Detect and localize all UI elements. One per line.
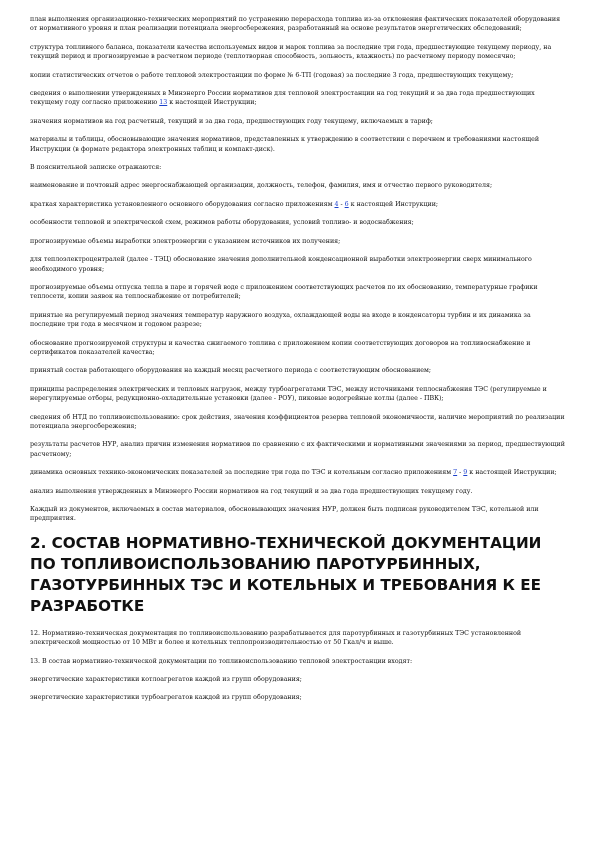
paragraph: принятые на регулируемый период значения температур наружного воздуха, охлаждающей воды на входе в конденсаторы турбин и их динамика за последние три года в месячном и годовом разрезе;	[30, 311, 531, 329]
paragraph: энергетические характеристики котлоагрегатов каждой из групп оборудования;	[30, 676, 302, 684]
appendix-link[interactable]: 7	[453, 469, 458, 477]
paragraph: наименование и почтовый адрес энергоснабжающей организации, должность, телефон, фамилия, имя и отчество первого руководителя;	[30, 182, 493, 190]
paragraph: прогнозируемые объемы отпуска тепла в паре и горячей воде с приложением соответствующих расчетов по их обоснованию, температурные графики теплосети, копии заявок на теплоснабжение от потребителей;	[30, 283, 538, 301]
paragraph: особенности тепловой и электрической схем, режимов работы оборудования, условий топливо- и водоснабжения;	[30, 219, 414, 227]
paragraph: значения нормативов на год расчетный, текущий и за два года, предшествующих году текущему, включаемых в тариф;	[30, 117, 433, 125]
appendix-link[interactable]: 6	[344, 200, 349, 208]
paragraph: план выполнения организационно-технических мероприятий по устранению перерасхода топлива из-за отклонения фактических показателей оборудования от нормативного уровня и план реализации потенциала энергосбережения, разработанный на основе результатов энергетических обследований;	[30, 16, 561, 33]
paragraph-with-link	[30, 89, 565, 108]
paragraph: энергетические характеристики турбоагрегатов каждой из групп оборудования;	[30, 694, 302, 702]
paragraph: принятый состав работающего оборудования на каждый месяц расчетного периода с соответствующим обоснованием;	[30, 367, 432, 375]
paragraph: результаты расчетов НУР, анализ причин изменения нормативов по сравнению с их фактическими и нормативными значениями за период, предшествующий расчетному;	[30, 441, 565, 458]
paragraph-text: сведения о выполнении утвержденных в Минэнерго России нормативов для тепловой электростанции на год текущий и за два года предшествующих текущему году согласно приложению 13 к настоящей Инструкции;	[30, 90, 535, 107]
paragraph: краткая характеристика установленного основного оборудования согласно приложениям 4 - 6 к настоящей Инструкции;	[30, 200, 439, 208]
appendix-link[interactable]: 13	[159, 99, 168, 107]
paragraph: обоснование прогнозируемой структуры и качества сжигаемого топлива с приложением копии соответствующих договоров на топливоснабжение и сертификатов показателей качества;	[30, 339, 531, 356]
paragraph: 13. В состав нормативно-технической документации по топливоиспользованию тепловой электростанции входят:	[30, 657, 413, 665]
paragraph: сведения об НТД по топливоиспользованию: срок действия, значения коэффициентов резерва тепловой экономичности, наличие мероприятий по реализации потенциала энергосбережения;	[30, 413, 565, 430]
paragraph: копии статистических отчетов о работе тепловой электростанции по форме № 6-ТП (годовая) за последние 3 года, предшествующих текущему;	[30, 71, 514, 79]
section-heading: 2. СОСТАВ НОРМАТИВНО-ТЕХНИЧЕСКОЙ ДОКУМЕНТАЦИИ ПО ТОПЛИВОИСПОЛЬЗОВАНИЮ ПАРОТУРБИННЫХ, ГАЗОТУРБИННЫХ ТЭС И КОТЕЛЬНЫХ И ТРЕБОВАНИЯ К ЕЕ РАЗРАБОТКЕ	[30, 533, 542, 615]
paragraph: динамика основных технико-экономических показателей за последние три года по ТЭС и котельным согласно приложениям 7 - 9 к настоящей Инструкции;	[30, 469, 557, 477]
paragraph: структура топливного баланса, показатели качества используемых видов и марок топлива за последние три года, предшествующие текущему периоду, на текущий период и прогнозируемые в расчетном периоде (теплотворная способность, зольность, влажность) по расчетному периоду помесячно;	[30, 43, 552, 61]
appendix-link[interactable]: 9	[463, 469, 468, 477]
paragraph: для теплоэлектроцентралей (далее - ТЭЦ) обоснование значения дополнительной конденсационной выработки электроэнергии сверх минимального необходимого уровня;	[30, 256, 532, 273]
paragraph: В пояснительной записке отражаются:	[30, 164, 162, 172]
paragraph: Каждый из документов, включаемых в состав материалов, обосновывающих значения НУР, должен быть подписан руководителем ТЭС, котельной или предприятия.	[30, 506, 539, 523]
paragraph: прогнозируемые объемы выработки электроэнергии с указанием источников их получения;	[30, 237, 341, 245]
paragraph: материалы и таблицы, обосновывающие значения нормативов, представленных к утверждению в соответствии с перечнем и требованиями настоящей Инструкции (в формате редактора электронных таблиц и компакт-диск).	[30, 136, 540, 153]
paragraph: 12. Нормативно-техническая документация по топливоиспользованию разрабатывается для паротурбинных и газотурбинных ТЭС установленной электрической мощностью от 10 МВт и более и котельных теплопроизводительностью от 50 Гкал/ч и выше.	[30, 629, 522, 647]
appendix-link[interactable]: 4	[334, 200, 339, 208]
paragraph: анализ выполнения утвержденных в Минэнерго России нормативов на год текущий и за два года предшествующих текущему году.	[30, 487, 473, 495]
paragraph: принципы распределения электрических и тепловых нагрузок, между турбоагрегатами ТЭС, между источниками теплоснабжения ТЭС (регулируемые и нерегулируемые отборы, редукционно-охладительные установки (далее - РОУ), пиковые водогрейные котлы (далее - ПВК);	[30, 385, 547, 403]
section-2-body	[30, 629, 565, 703]
